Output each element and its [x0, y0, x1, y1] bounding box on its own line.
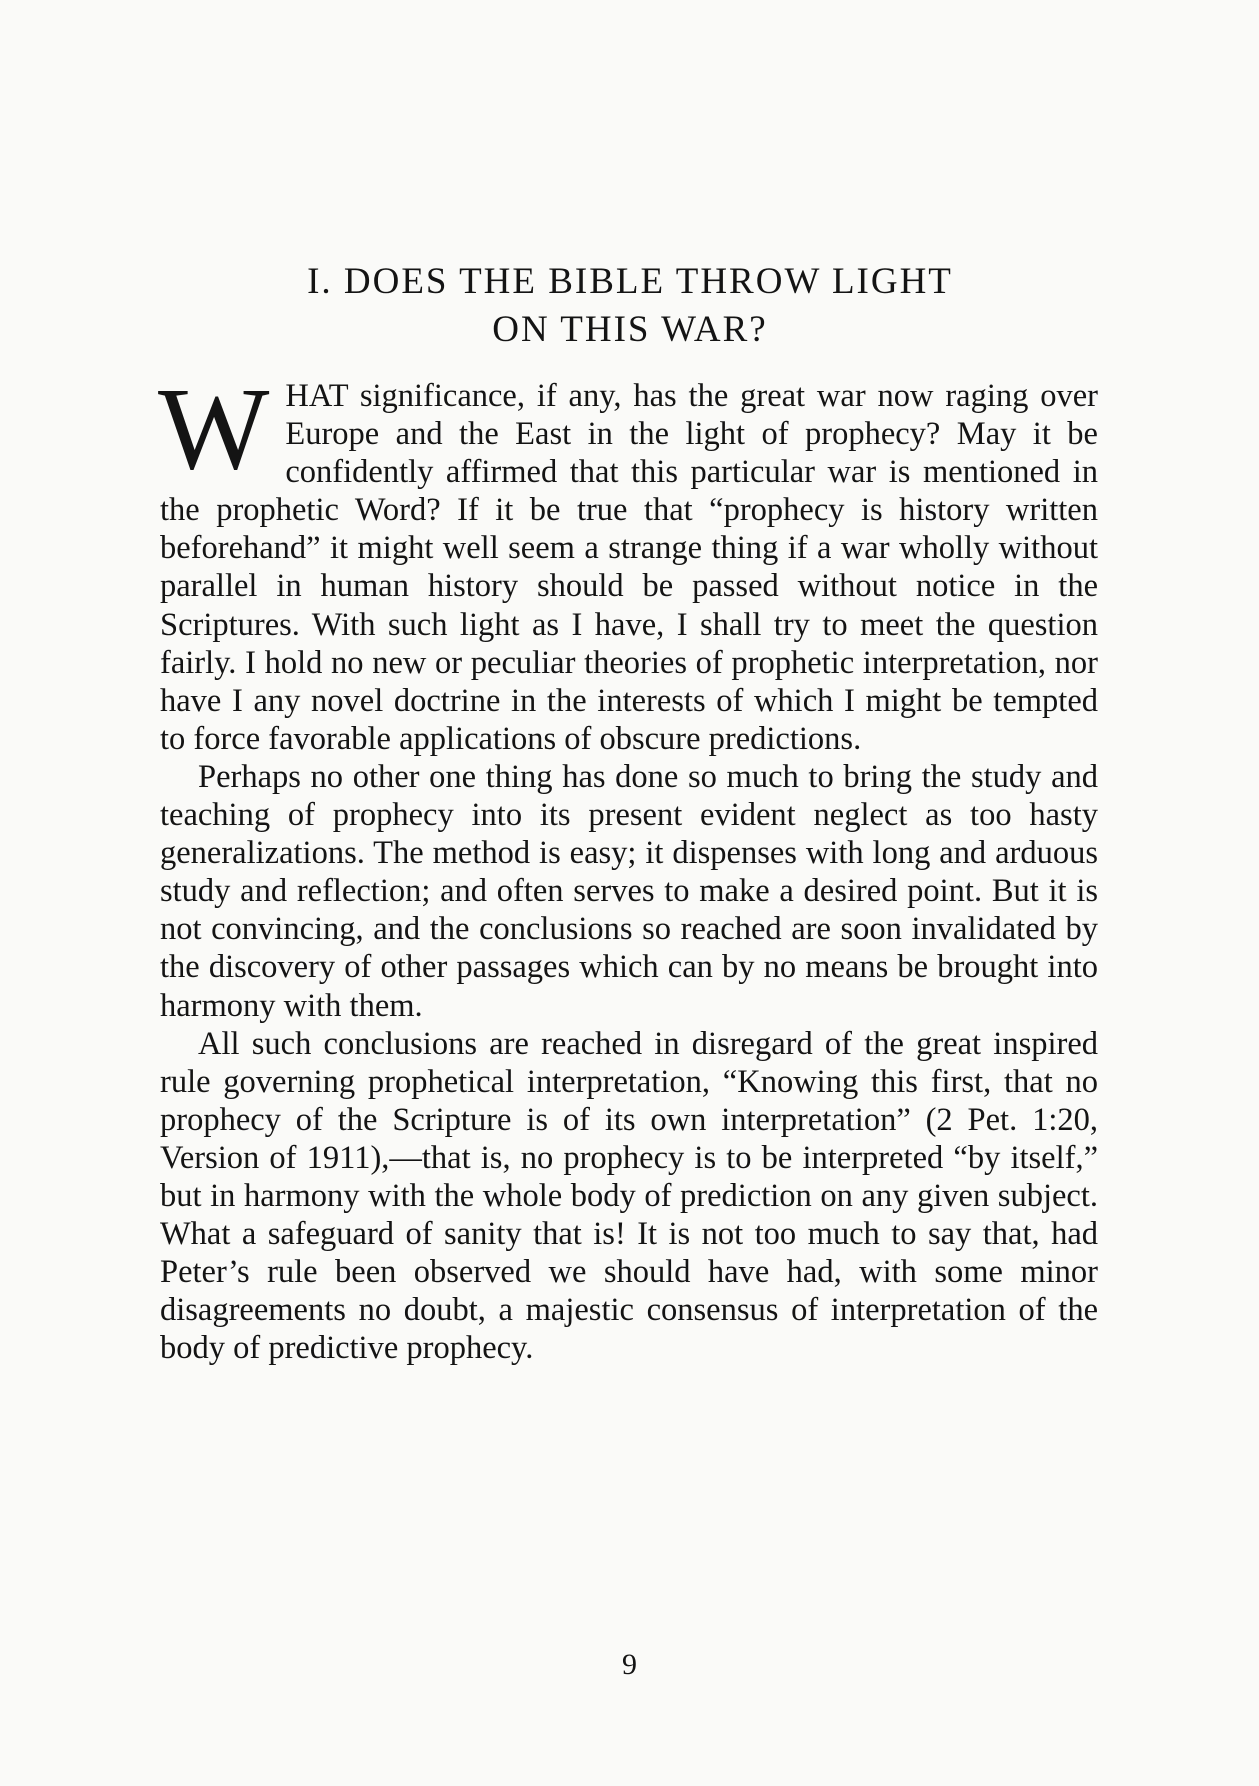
chapter-title: [160, 258, 1100, 354]
page-number: 9: [622, 1648, 637, 1681]
chapter-title-line-2: ON THIS WAR?: [492, 309, 768, 350]
paragraph-2: Perhaps no other one thing has done so much to bring the study and teaching of prophecy into its present evident neglect as too hasty generalizations. The method is easy; it dispenses with long and arduous study and reflection; and often serves to make a desired point. But it is not convincing, and the conclusions so reached are soon invalidated by the discovery of other passages which can by no means be brought into harmony with them.: [160, 758, 1098, 1024]
paragraph-1-text: HAT significance, if any, has the great war now raging over Europe and the East in the light of prophecy? May it be confidently affirmed that this particular war is mentioned in the prophetic Word? If it be true that “prophecy is history written beforehand” it might well seem a strange thing if a war wholly without parallel in human history should be passed without notice in the Scriptures. With such light as I have, I shall try to meet the question fairly. I hold no new or peculiar theories of prophetic interpretation, nor have I any novel doctrine in the interests of which I might be tempted to force favorable applications of obscure predictions.: [160, 378, 1098, 757]
body-text: [158, 363, 1098, 1367]
paragraph-3: All such conclusions are reached in disregard of the great inspired rule governing prophetical interpretation, “Knowing this first, that no prophecy of the Scripture is of its own interpretation” (2 Pet. 1:20, Version of 1911),—that is, no prophecy is to be interpreted “by itself,” but in harmony with the whole body of prediction on any given subject. What a safeguard of sanity that is! It is not too much to say that, had Peter’s rule been observed we should have had, with some minor disagreements no doubt, a majestic consensus of interpretation of the body of predictive prophecy.: [160, 1025, 1098, 1367]
paragraph-1: [158, 363, 1098, 758]
drop-cap: W: [158, 363, 270, 494]
chapter-title-line-1: I. DOES THE BIBLE THROW LIGHT: [307, 261, 953, 302]
